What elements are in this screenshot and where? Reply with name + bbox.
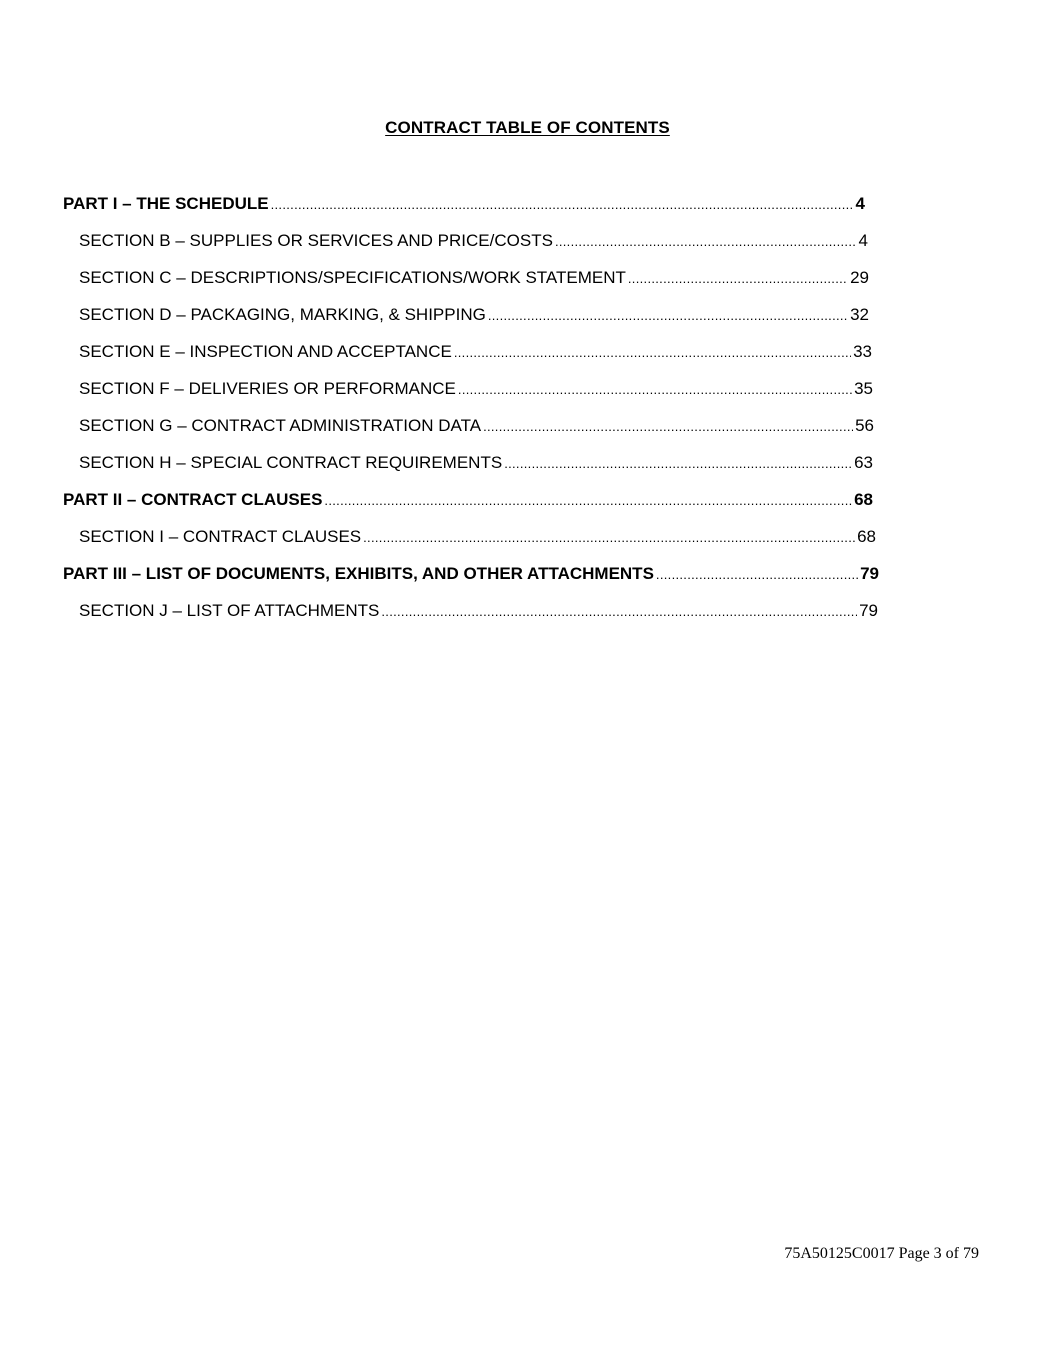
toc-entry-page: 56 — [855, 416, 874, 435]
toc-entry-section-e[interactable] — [79, 341, 872, 363]
toc-dot-leader — [483, 416, 853, 438]
toc-entry-label: PART III – LIST OF DOCUMENTS, EXHIBITS, AND OTHER ATTACHMENTS — [63, 564, 654, 583]
toc-dot-leader — [555, 231, 857, 253]
toc-entry-section-g[interactable] — [79, 415, 874, 437]
toc-entry-page: 68 — [857, 527, 876, 546]
toc-entry-section-i[interactable] — [79, 526, 876, 548]
toc-entry-label: SECTION E – INSPECTION AND ACCEPTANCE — [79, 342, 452, 361]
toc-entry-label: SECTION D – PACKAGING, MARKING, & SHIPPING — [79, 305, 486, 324]
toc-entry-section-f[interactable] — [79, 378, 873, 400]
toc-entry-page: 33 — [853, 342, 872, 361]
toc-entry-page: 32 — [850, 305, 869, 324]
toc-entry-label: SECTION J – LIST OF ATTACHMENTS — [79, 601, 380, 620]
toc-entry-page: 68 — [854, 490, 873, 509]
toc-entry-page: 79 — [860, 564, 879, 583]
toc-entry-label: SECTION I – CONTRACT CLAUSES — [79, 527, 362, 546]
toc-dot-leader — [381, 601, 857, 623]
toc-entry-part-2[interactable] — [63, 489, 873, 511]
toc-entry-label: SECTION C – DESCRIPTIONS/SPECIFICATIONS/WORK STATEMENT — [79, 268, 626, 287]
toc-dot-leader — [454, 342, 851, 364]
toc-entry-section-h[interactable] — [79, 452, 873, 474]
toc-entry-label: PART II – CONTRACT CLAUSES — [63, 490, 323, 509]
toc-dot-leader — [271, 194, 854, 216]
toc-dot-leader — [488, 305, 848, 327]
toc-entry-label: PART I – THE SCHEDULE — [63, 194, 269, 213]
toc-entry-part-3[interactable] — [63, 563, 879, 585]
toc-dot-leader — [363, 527, 855, 549]
toc-entry-label: SECTION B – SUPPLIES OR SERVICES AND PRICE/COSTS — [79, 231, 553, 250]
toc-entry-page: 29 — [850, 268, 869, 287]
toc-entry-section-b[interactable] — [79, 230, 868, 252]
toc-entry-label: SECTION G – CONTRACT ADMINISTRATION DATA — [79, 416, 482, 435]
toc-entry-section-c[interactable] — [79, 267, 869, 289]
toc-entry-label: SECTION F – DELIVERIES OR PERFORMANCE — [79, 379, 456, 398]
page-footer: 75A50125C0017 Page 3 of 79 — [784, 1245, 979, 1262]
document-title: CONTRACT TABLE OF CONTENTS — [385, 118, 670, 137]
toc-dot-leader — [656, 564, 858, 586]
toc-entry-page: 35 — [854, 379, 873, 398]
toc-entry-page: 4 — [855, 194, 865, 213]
toc-entry-label: SECTION H – SPECIAL CONTRACT REQUIREMENTS — [79, 453, 503, 472]
toc-entry-page: 63 — [854, 453, 873, 472]
toc-entry-section-j[interactable] — [79, 600, 878, 622]
toc-entry-page: 4 — [858, 231, 868, 250]
toc-dot-leader — [628, 268, 848, 290]
toc-entry-part-1[interactable] — [63, 193, 865, 215]
toc-dot-leader — [324, 490, 852, 512]
toc-entry-section-d[interactable] — [79, 304, 869, 326]
toc-dot-leader — [504, 453, 852, 475]
toc-dot-leader — [458, 379, 852, 401]
toc-entry-page: 79 — [859, 601, 878, 620]
